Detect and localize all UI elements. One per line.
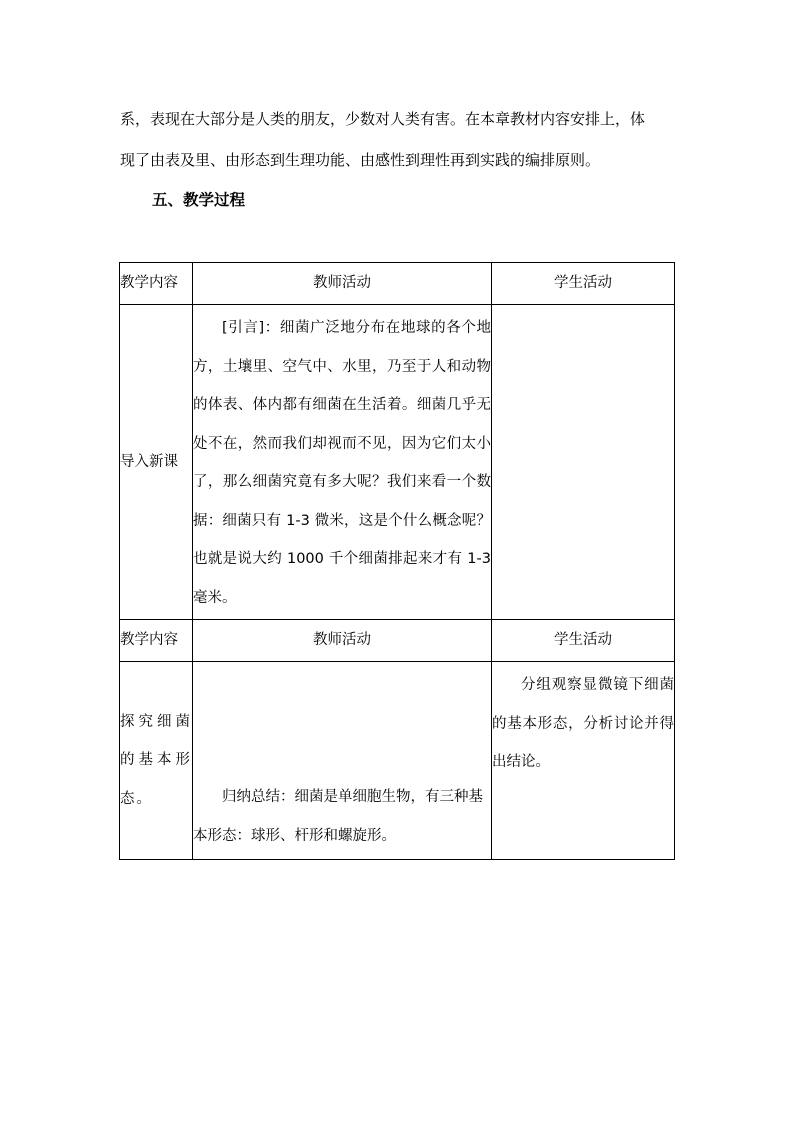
header-content: 教学内容 xyxy=(120,263,193,305)
teaching-process-table xyxy=(119,262,675,860)
row1-teacher: [引言]：细菌广泛地分布在地球的各个地方，土壤里、空气中、水里，乃至于人和动物的体表、体内都有细菌在生活着。细菌几乎无处不在，然而我们却视而不见，因为它们太小了，那么细菌究竟有多大呢？我们来看一个数据：细菌只有 1-3 微米，这是个什么概念呢？也就是说大约 1000 千个细菌排起来才有 1-3 毫米。 xyxy=(193,305,492,620)
header-teacher: 教师活动 xyxy=(193,263,492,305)
row2-teacher: 归纳总结：细菌是单细胞生物，有三种基本形态：球形、杆形和螺旋形。 xyxy=(193,789,483,844)
intro-paragraph xyxy=(120,99,680,181)
intro-line-2: 现了由表及里、由形态到生理功能、由感性到理性再到实践的编排原则。 xyxy=(120,151,601,169)
table-header-row-repeat xyxy=(120,620,675,662)
intro-line-1: 系，表现在大部分是人类的朋友，少数对人类有害。在本章教材内容安排上，体 xyxy=(120,110,646,128)
row2-student: 分组观察显微镜下细菌的基本形态，分析讨论并得出结论。 xyxy=(492,662,675,860)
row1-content: 导入新课 xyxy=(120,305,193,620)
header-content-repeat: 教学内容 xyxy=(120,620,193,662)
row2-teacher-spacer xyxy=(193,662,491,778)
table-row xyxy=(120,662,675,860)
header-teacher-repeat: 教师活动 xyxy=(193,620,492,662)
table-row xyxy=(120,305,675,620)
header-student-repeat: 学生活动 xyxy=(492,620,675,662)
header-student: 学生活动 xyxy=(492,263,675,305)
row2-teacher-cell xyxy=(193,662,492,860)
section-heading: 五、教学过程 xyxy=(152,191,246,209)
row2-content: 探究细菌的基本形态。 xyxy=(120,662,193,860)
row1-student xyxy=(492,305,675,620)
table-header-row xyxy=(120,263,675,305)
